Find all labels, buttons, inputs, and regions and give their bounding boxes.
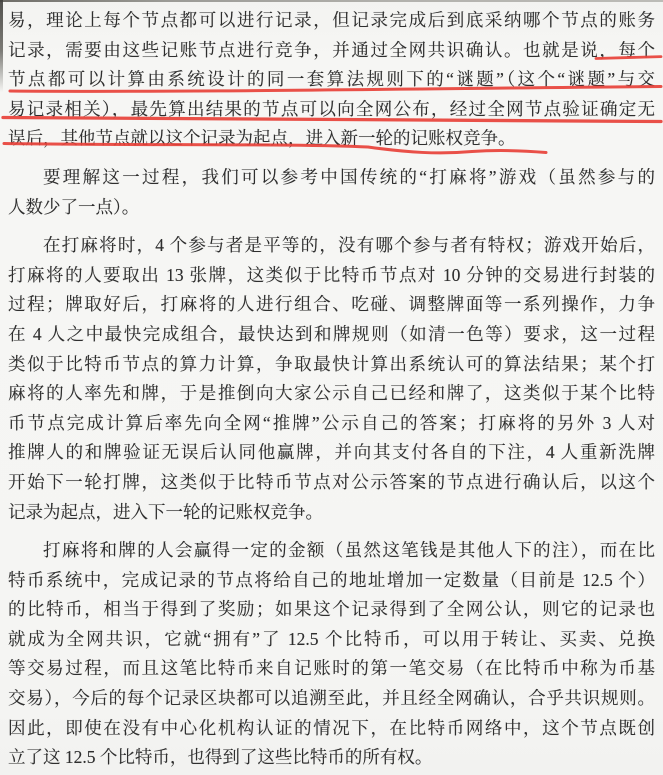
paragraph <box>8 6 655 154</box>
paragraph <box>8 231 655 527</box>
text-line: 人数少了一点）。 <box>8 196 140 217</box>
text-line: 记录，需要由这些记账节点进行竞争，并通过全网共识确认。也就是说，每个 <box>8 39 655 60</box>
text-line: 麻将的人率先和牌，于是推倒向大家公示自己已经和牌了，这类似于某个比特 <box>8 383 655 404</box>
text-line: 节点都可以计算由系统设计的同一套算法规则下的“谜题”（这个“谜题”与交 <box>8 69 655 90</box>
text-line: 交易），今后的每个记录区块都可以追溯至此，并且经全网确认，合乎共识规则。 <box>8 688 655 709</box>
text-line: 因此，即使在没有中心化机构认证的情况下，在比特币网络中，这个节点既创 <box>8 717 655 738</box>
body-text <box>8 6 655 775</box>
text-line: 过程；牌取好后，打麻将的人进行组合、吃碰、调整牌面等一系列操作，力争 <box>8 294 655 315</box>
scan-edge-artifact-left <box>0 0 3 92</box>
text-line: 特币系统中，完成记录的节点将给自己的地址增加一定数量（目前是 12.5 个） <box>8 569 655 590</box>
text-line: 币节点完成计算后率先向全网“推牌”公示自己的答案；打麻将的另外 3 人对 <box>8 412 655 433</box>
text-line: 类似于比特币节点的算力计算，争取最快计算出系统认可的算法结果；某个打 <box>8 353 655 374</box>
text-line: 误后，其他节点就以这个记录为起点，进入新一轮的记账权竞争。 <box>8 128 516 149</box>
text-line: 在 4 人之中最快完成组合，最快达到和牌规则（如清一色等）要求，这一过程 <box>8 323 655 344</box>
text-line: 易记录相关），最先算出结果的节点可以向全网公布，经过全网节点验证确定无 <box>8 98 655 119</box>
text-line: 的比特币，相当于得到了奖励；如果这个记录得到了全网公认，则它的记录也 <box>8 599 655 620</box>
text-line: 等交易过程，而且这笔比特币来自记账时的第一笔交易（在比特币中称为币基 <box>8 658 655 679</box>
text-line: 就成为全网共识，它就“拥有”了 12.5 个比特币，可以用于转让、买卖、兑换 <box>8 628 655 649</box>
text-line: 推牌人的和牌验证无误后认同他赢牌，并向其支付各自的下注，4 人重新洗牌 <box>8 442 655 463</box>
scan-edge-artifact-top <box>0 0 663 2</box>
text-line: 开始下一轮打牌，这类似于比特币节点对公示答案的节点进行确认后，以这个 <box>8 471 655 492</box>
text-line: 易，理论上每个节点都可以进行记录，但记录完成后到底采纳哪个节点的账务 <box>8 10 655 30</box>
text-line: 在打麻将时，4 个参与者是平等的，没有哪个参与者有特权；游戏开始后， <box>43 235 655 256</box>
text-line: 要理解这一过程，我们可以参考中国传统的“打麻将”游戏（虽然参与的 <box>43 166 655 187</box>
text-line: 立了这 12.5 个比特币，也得到了这些比特币的所有权。 <box>8 747 433 768</box>
text-line: 打麻将和牌的人会赢得一定的金额（虽然这笔钱是其他人下的注），而在比 <box>43 540 655 561</box>
paragraph <box>8 163 655 222</box>
text-line: 打麻将的人要取出 13 张牌，这类似于比特币节点对 10 分钟的交易进行封装的 <box>8 264 655 285</box>
paragraph <box>8 536 655 773</box>
text-line: 记录为起点，进入下一轮的记账权竞争。 <box>8 501 323 522</box>
